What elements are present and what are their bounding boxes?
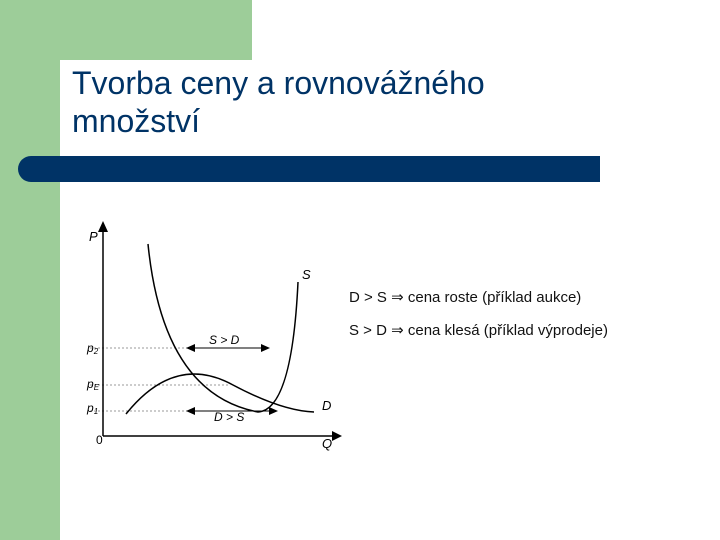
tick-label-p2: p2 [87, 341, 99, 356]
surplus-arrow-right-head [261, 344, 270, 352]
demand-label: D [322, 398, 332, 413]
x-axis-arrowhead [332, 431, 342, 441]
shortage-arrow-left-head [186, 407, 195, 415]
implies-icon: ⇒ [391, 288, 404, 306]
slide-title-line-1: Tvorba ceny a rovnovážného [72, 65, 485, 101]
shortage-arrow-right-head [269, 407, 278, 415]
origin-label: 0 [96, 433, 103, 447]
statement-1-lhs: D > S [349, 289, 387, 306]
supply-curve [148, 244, 298, 412]
surplus-arrow-left-head [186, 344, 195, 352]
statement-demand-exceeds-supply [349, 288, 581, 306]
statement-1-rhs: cena roste (příklad aukce) [407, 289, 582, 306]
statement-2-lhs: S > D [349, 322, 387, 339]
supply-label: S [302, 267, 311, 282]
y-axis-arrowhead [98, 221, 108, 232]
demand-curve [126, 374, 314, 414]
tick-label-p1: p1 [87, 401, 99, 416]
x-axis-label: Q [322, 436, 333, 451]
surplus-label: S > D [209, 333, 240, 347]
slide-title-line-2: množství [72, 103, 201, 139]
shortage-label: D > S [214, 410, 245, 424]
y-axis-label: P [89, 229, 98, 244]
implies-icon: ⇒ [391, 321, 404, 339]
statement-2-rhs: cena klesá (příklad výprodeje) [407, 322, 608, 339]
statement-supply-exceeds-demand [349, 321, 608, 339]
tick-label-pe: pE [87, 377, 100, 392]
